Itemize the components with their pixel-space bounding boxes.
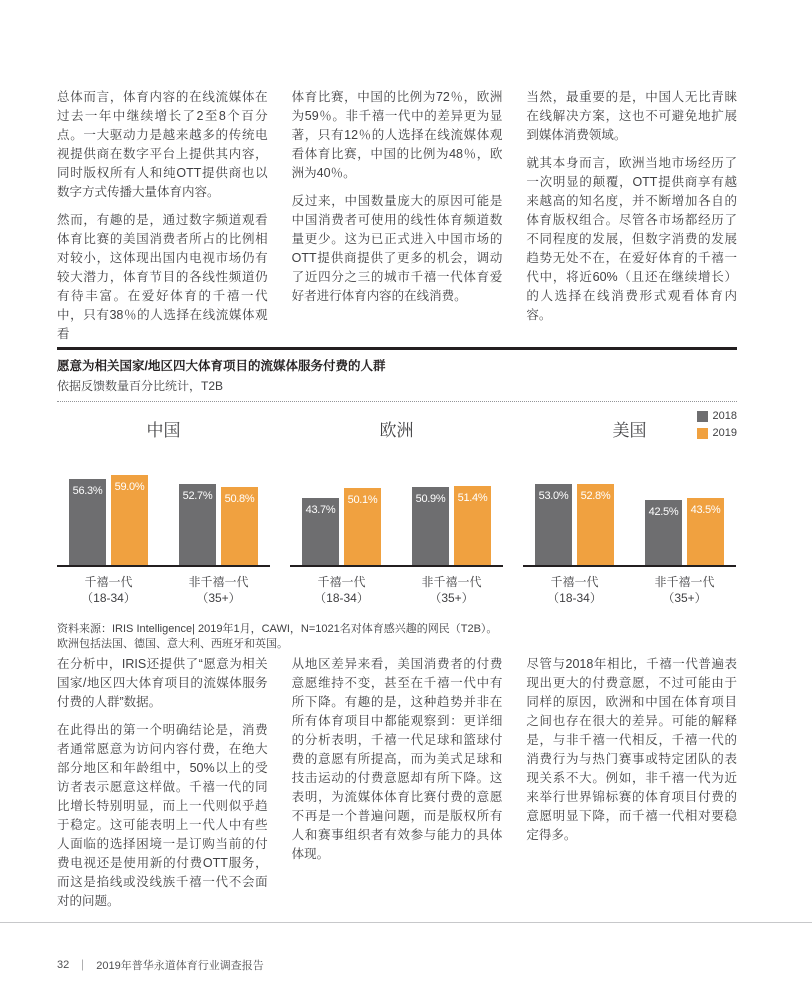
bar-2019 <box>111 475 148 565</box>
category-label <box>179 574 258 606</box>
legend-swatch-2019-icon <box>697 428 708 439</box>
chart-group-title: 中国 <box>146 421 181 440</box>
chart-source-line: 欧洲包括法国、德国、意大利、西班牙和英国。 <box>57 638 288 650</box>
chart-group <box>57 408 270 606</box>
legend-label: 2018 <box>712 410 737 422</box>
paragraph: 反过来，中国数量庞大的原因可能是中国消费者可使用的线性体育频道数量更少。这为已正式进入中国市场的OTT提供商提供了更多的机会，调动了近四分之三的城市千禧一代体育爱好者进行体育内容的在线消费。 <box>291 194 503 303</box>
category-labels-row <box>523 574 736 606</box>
chart-title: 愿意为相关国家/地区四大体育项目的流媒体服务付费的人群 <box>57 359 386 373</box>
chart-source <box>57 622 737 652</box>
bar-value-label: 42.5% <box>648 506 679 518</box>
chart-block <box>57 347 737 652</box>
footer-divider-line <box>0 922 812 923</box>
category-age-range: （35+） <box>662 591 707 605</box>
bar-2019 <box>577 484 614 565</box>
bar-pair <box>645 498 724 565</box>
category-age-range: （35+） <box>196 591 241 605</box>
paragraph: 当然，最重要的是，中国人无比青睐在线解决方案，这也不可避免地扩展到媒体消费领域。 <box>526 90 738 142</box>
bar-2018 <box>179 484 216 565</box>
bar-value-label: 43.5% <box>690 504 721 516</box>
bar-2018 <box>412 487 449 565</box>
category-name: 非千禧一代 <box>654 575 715 589</box>
legend-item-2019 <box>697 427 737 439</box>
paragraph: 就其本身而言，欧洲当地市场经历了一次明显的颠覆，OTT提供商享有越来越高的知名度，并不断增加各自的体育版权组合。尽管各市场都经历了不同程度的发展，但数字消费的发展趋势无处不在，在爱好体育的千禧一代中，将近60%（且还在继续增长）的人选择在线消费形式观看体育内容。 <box>526 156 738 322</box>
bar-pair <box>412 486 491 565</box>
bar-value-label: 51.4% <box>457 492 488 504</box>
bar-2019 <box>454 486 491 565</box>
bar-2018 <box>535 484 572 565</box>
paragraph: 尽管与2018年相比，千禧一代普遍表现出更大的付费意愿，不过可能由于同样的原因，欧洲和中国在体育项目之间也存在很大的差异。可能的解释是，与非千禧一代相反，千禧一代的消费行为与热门赛事或特定团队的表现关系不大。例如，非千禧一代为近来举行世界锦标赛的体育项目付费的意愿明显下降，而千禧一代相对要稳定得多。 <box>526 657 738 842</box>
paragraph: 在分析中，IRIS还提供了“愿意为相关国家/地区四大体育项目的流媒体服务付费的人群”数据。 <box>57 657 268 709</box>
bar-pair <box>302 488 381 565</box>
category-label <box>412 574 491 606</box>
paragraph: 从地区差异来看，美国消费者的付费意愿维持不变，甚至在千禧一代中有所下降。有趣的是，这种趋势并非在所有体育项目中都能观察到：更详细的分析表明，千禧一代足球和篮球付费的意愿有所提高，而为美式足球和技击运动的付费意愿却有所下降。这表明，为流媒体体育比赛付费的意愿不再是一个普遍问题，而是版权所有人和赛事组织者有效参与能力的具体体现。 <box>291 657 503 861</box>
legend-item-2018 <box>697 410 737 422</box>
category-label <box>645 574 724 606</box>
chart-group <box>290 408 503 606</box>
intro-column-1 <box>57 88 268 353</box>
bar-value-label: 52.8% <box>580 490 611 502</box>
bar-value-label: 52.7% <box>182 490 213 502</box>
bar-2018 <box>302 498 339 565</box>
bar-2019 <box>221 487 258 565</box>
paragraph: 体育比赛，中国的比例为72％，欧洲为59％。非千禧一代中的差异更为显著，只有12％的人选择在线流媒体观看体育比赛，中国的比例为48％，欧洲为40％。 <box>291 90 503 180</box>
page-number: 32 <box>57 959 70 971</box>
category-label <box>69 574 148 606</box>
bar-value-label: 43.7% <box>305 504 336 516</box>
bars-row <box>57 473 270 567</box>
bar-value-label: 53.0% <box>538 490 569 502</box>
chart-groups <box>57 408 737 606</box>
category-label <box>535 574 614 606</box>
category-age-range: （35+） <box>429 591 474 605</box>
chart-body <box>57 408 737 652</box>
analysis-column-2 <box>292 655 503 920</box>
bar-pair <box>179 484 258 565</box>
bar-2018 <box>645 500 682 565</box>
chart-legend <box>697 410 737 444</box>
chart-group-title: 美国 <box>612 421 647 440</box>
category-name: 千禧一代 <box>317 575 366 589</box>
chart-source-line: 资料来源：IRIS Intelligence| 2019年1月，CAWI，N=1021名对体育感兴趣的网民（T2B）。 <box>57 623 498 635</box>
report-title: 2019年普华永道体育行业调查报告 <box>96 960 264 972</box>
category-age-range: （18-34） <box>547 591 602 605</box>
legend-swatch-2018-icon <box>697 411 708 422</box>
category-name: 千禧一代 <box>84 575 133 589</box>
bar-2019 <box>687 498 724 565</box>
bars-row <box>290 473 503 567</box>
analysis-column-3 <box>526 655 737 920</box>
analysis-text-columns <box>57 655 737 920</box>
bar-pair <box>535 484 614 565</box>
analysis-column-1 <box>57 655 268 920</box>
paragraph: 然而，有趣的是，通过数字频道观看体育比赛的美国消费者所占的比例相对较小，这体现出国内电视市场仍有较大潜力，体育节目的各线性频道仍有待丰富。在爱好体育的千禧一代中，只有38％的人选择在线流媒体观看 <box>57 213 268 341</box>
page-footer <box>57 957 264 973</box>
category-age-range: （18-34） <box>81 591 136 605</box>
category-name: 非千禧一代 <box>188 575 249 589</box>
category-name: 非千禧一代 <box>421 575 482 589</box>
chart-group-title: 欧洲 <box>379 421 414 440</box>
bar-value-label: 50.9% <box>415 493 446 505</box>
category-labels-row <box>57 574 270 606</box>
bar-value-label: 56.3% <box>72 485 103 497</box>
category-age-range: （18-34） <box>314 591 369 605</box>
bar-value-label: 50.8% <box>224 493 255 505</box>
paragraph: 总体而言，体育内容的在线流媒体在过去一年中继续增长了2至8个百分点。一大驱动力是越来越多的传统电视提供商在数字平台上提供其内容，同时版权所有人和纯OTT提供商也以数字方式传播大量体育内容。 <box>57 90 268 199</box>
category-labels-row <box>290 574 503 606</box>
bars-row <box>523 473 736 567</box>
chart-subtitle: 依据反馈数量百分比统计，T2B <box>57 377 737 402</box>
intro-column-3 <box>526 88 737 353</box>
legend-label: 2019 <box>712 427 737 439</box>
intro-text-columns <box>57 88 737 353</box>
paragraph: 在此得出的第一个明确结论是，消费者通常愿意为访问内容付费，在绝大部分地区和年龄组中，50%以上的受访者表示愿意这样做。千禧一代的同比增长特别明显，而上一代则似乎趋于稳定。这可能表明上一代人中有些人面临的选择困境一是订购当前的付费电视还是使用新的付费OTT服务，而这是掐线或没线族千禧一代不会面对的问题。 <box>57 723 268 908</box>
bar-pair <box>69 475 148 565</box>
category-name: 千禧一代 <box>550 575 599 589</box>
bar-2019 <box>344 488 381 565</box>
bar-value-label: 50.1% <box>347 494 378 506</box>
bar-2018 <box>69 479 106 565</box>
footer-divider: ｜ <box>77 960 89 972</box>
category-label <box>302 574 381 606</box>
bar-value-label: 59.0% <box>114 481 145 493</box>
intro-column-2 <box>292 88 503 353</box>
